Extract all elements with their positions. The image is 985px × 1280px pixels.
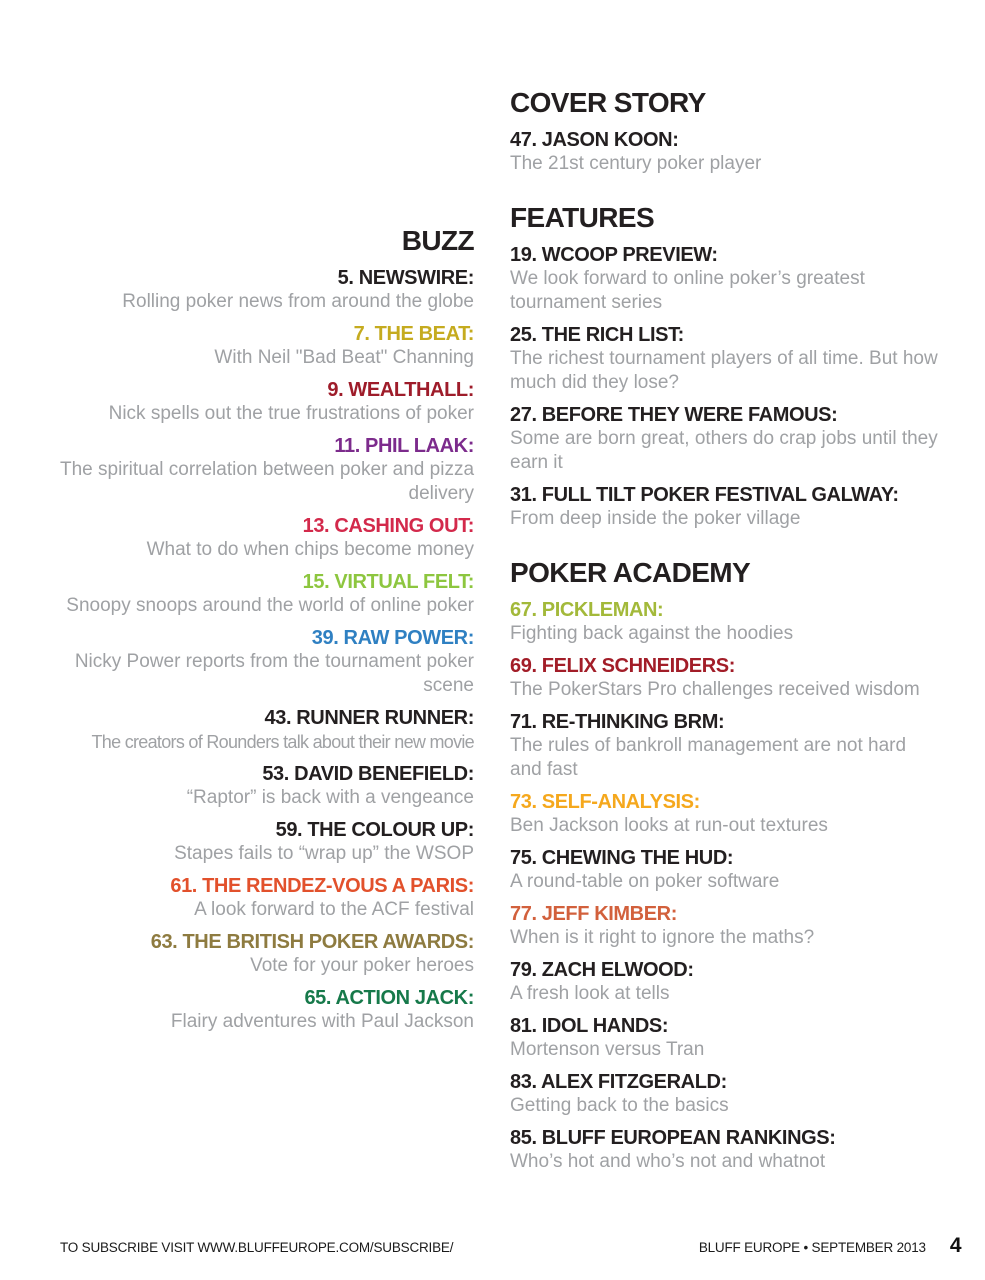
- toc-entry-desc: The PokerStars Pro challenges received wisdom: [510, 679, 920, 700]
- buzz-column: [60, 88, 474, 1183]
- section-title-features: FEATURES: [510, 202, 655, 233]
- page-number: 4: [949, 1234, 961, 1257]
- toc-entry-heading: 67. PICKLEMAN:: [510, 599, 664, 621]
- toc-entry-heading: 71. RE-THINKING BRM:: [510, 711, 725, 733]
- section-buzz: [60, 226, 474, 1034]
- toc-entry-runner-runner: [60, 707, 474, 754]
- toc-entry-full-tilt-galway: [510, 484, 940, 531]
- toc-entry-desc: The spiritual correlation between poker and pizza delivery: [60, 459, 475, 504]
- toc-entry-heading: 9. WEALTHALL:: [327, 379, 474, 401]
- toc-entry-heading: 75. CHEWING THE HUD:: [510, 847, 734, 869]
- toc-entry-heading: 63. THE BRITISH POKER AWARDS:: [150, 931, 474, 953]
- toc-entry-chewing-the-hud: [510, 847, 940, 894]
- toc-entry-heading: 79. ZACH ELWOOD:: [510, 959, 694, 981]
- subscribe-text: TO SUBSCRIBE VISIT WWW.BLUFFEUROPE.COM/SUBSCRIBE/: [60, 1240, 454, 1255]
- toc-entry-heading: 43. RUNNER RUNNER:: [264, 707, 474, 729]
- toc-entry-cashing-out: [60, 515, 474, 562]
- section-title-poker-academy: POKER ACADEMY: [510, 557, 751, 588]
- toc-entry-zach-elwood: [510, 959, 940, 1006]
- toc-entry-heading: 47. JASON KOON:: [510, 129, 679, 151]
- toc-entry-wealthall: [60, 379, 474, 426]
- section-poker-academy: [510, 558, 940, 1174]
- toc-entry-jeff-kimber: [510, 903, 940, 950]
- toc-entry-raw-power: [60, 627, 474, 698]
- toc-entry-desc: Ben Jackson looks at run-out textures: [510, 815, 828, 836]
- section-cover-story: [510, 88, 940, 176]
- toc-entry-desc: Snoopy snoops around the world of online poker: [66, 595, 474, 616]
- main-column: [510, 88, 940, 1183]
- toc-entry-desc: The richest tournament players of all time. But how much did they lose?: [510, 348, 938, 393]
- toc-entry-jason-koon: [510, 129, 940, 176]
- toc-entry-desc: Nick spells out the true frustrations of poker: [108, 403, 474, 424]
- toc-entry-desc: “Raptor” is back with a vengeance: [186, 787, 474, 808]
- toc-entry-desc: We look forward to online poker’s greatest tournament series: [510, 268, 865, 313]
- toc-entry-desc: What to do when chips become money: [146, 539, 474, 560]
- toc-entry-heading: 59. THE COLOUR UP:: [275, 819, 474, 841]
- toc-entry-desc: A round-table on poker software: [510, 871, 780, 892]
- toc-entry-newswire: [60, 267, 474, 314]
- toc-entry-idol-hands: [510, 1015, 940, 1062]
- toc-entry-desc: A look forward to the ACF festival: [194, 899, 474, 920]
- toc-entry-heading: 77. JEFF KIMBER:: [510, 903, 677, 925]
- toc-entry-rendez-vous-a-paris: [60, 875, 474, 922]
- toc-entry-heading: 69. FELIX SCHNEIDERS:: [510, 655, 735, 677]
- toc-entry-desc: Rolling poker news from around the globe: [122, 291, 474, 312]
- toc-entry-action-jack: [60, 987, 474, 1034]
- toc-entry-heading: 5. NEWSWIRE:: [337, 267, 474, 289]
- toc-entry-desc: The 21st century poker player: [510, 153, 762, 174]
- toc-entry-self-analysis: [510, 791, 940, 838]
- toc-entry-desc: Some are born great, others do crap jobs until they earn it: [510, 428, 938, 473]
- toc-entry-desc: A fresh look at tells: [510, 983, 670, 1004]
- toc-entry-david-benefield: [60, 763, 474, 810]
- toc-entry-the-beat: [60, 323, 474, 370]
- toc-entry-desc: Vote for your poker heroes: [250, 955, 474, 976]
- toc-entry-desc: Getting back to the basics: [510, 1095, 729, 1116]
- toc-entry-desc: Stapes fails to “wrap up” the WSOP: [174, 843, 474, 864]
- toc-entry-desc: Mortenson versus Tran: [510, 1039, 705, 1060]
- section-title-buzz: BUZZ: [401, 225, 474, 256]
- toc-entry-heading: 53. DAVID BENEFIELD:: [262, 763, 474, 785]
- issue-text: BLUFF EUROPE • SEPTEMBER 2013: [698, 1240, 926, 1255]
- toc-entry-wcoop-preview: [510, 244, 940, 315]
- toc-entry-heading: 81. IDOL HANDS:: [510, 1015, 669, 1037]
- toc-entry-heading: 85. BLUFF EUROPEAN RANKINGS:: [510, 1127, 836, 1149]
- footer-right-group: [699, 1234, 961, 1258]
- toc-entry-phil-laak: [60, 435, 474, 506]
- toc-entry-british-poker-awards: [60, 931, 474, 978]
- toc-entry-before-they-were-famous: [510, 404, 940, 475]
- toc-entry-heading: 73. SELF-ANALYSIS:: [510, 791, 700, 813]
- toc-entry-heading: 83. ALEX FITZGERALD:: [510, 1071, 727, 1093]
- section-title-cover-story: COVER STORY: [510, 87, 706, 118]
- toc-entry-heading: 25. THE RICH LIST:: [510, 324, 684, 346]
- toc-entry-desc: Fighting back against the hoodies: [510, 623, 794, 644]
- toc-entry-felix-schneiders: [510, 655, 940, 702]
- toc-entry-desc: The creators of Rounders talk about their new movie: [91, 732, 474, 752]
- toc-entry-desc: When is it right to ignore the maths?: [510, 927, 815, 948]
- toc-entry-virtual-felt: [60, 571, 474, 618]
- toc-entry-heading: 15. VIRTUAL FELT:: [302, 571, 474, 593]
- toc-entry-heading: 61. THE RENDEZ-VOUS A PARIS:: [170, 875, 474, 897]
- section-features: [510, 203, 940, 531]
- toc-entry-heading: 65. ACTION JACK:: [304, 987, 474, 1009]
- toc-entry-the-rich-list: [510, 324, 940, 395]
- toc-entry-desc: Flairy adventures with Paul Jackson: [170, 1011, 474, 1032]
- toc-columns: [60, 88, 965, 1183]
- toc-entry-desc: From deep inside the poker village: [510, 508, 801, 529]
- toc-entry-heading: 39. RAW POWER:: [311, 627, 474, 649]
- toc-entry-heading: 7. THE BEAT:: [353, 323, 474, 345]
- toc-entry-desc: With Neil "Bad Beat" Channing: [214, 347, 474, 368]
- toc-entry-alex-fitzgerald: [510, 1071, 940, 1118]
- toc-entry-pickleman: [510, 599, 940, 646]
- page-footer: [60, 1234, 961, 1258]
- toc-entry-the-colour-up: [60, 819, 474, 866]
- toc-entry-heading: 11. PHIL LAAK:: [334, 435, 474, 457]
- toc-entry-heading: 31. FULL TILT POKER FESTIVAL GALWAY:: [510, 484, 899, 506]
- toc-entry-heading: 27. BEFORE THEY WERE FAMOUS:: [510, 404, 838, 426]
- toc-entry-heading: 19. WCOOP PREVIEW:: [510, 244, 718, 266]
- toc-entry-rethinking-brm: [510, 711, 940, 782]
- toc-entry-desc: Who’s hot and who’s not and whatnot: [510, 1151, 826, 1172]
- toc-entry-heading: 13. CASHING OUT:: [302, 515, 474, 537]
- toc-entry-desc: Nicky Power reports from the tournament poker scene: [74, 651, 474, 696]
- toc-entry-bluff-european-rankings: [510, 1127, 940, 1174]
- toc-entry-desc: The rules of bankroll management are not hard and fast: [510, 735, 907, 780]
